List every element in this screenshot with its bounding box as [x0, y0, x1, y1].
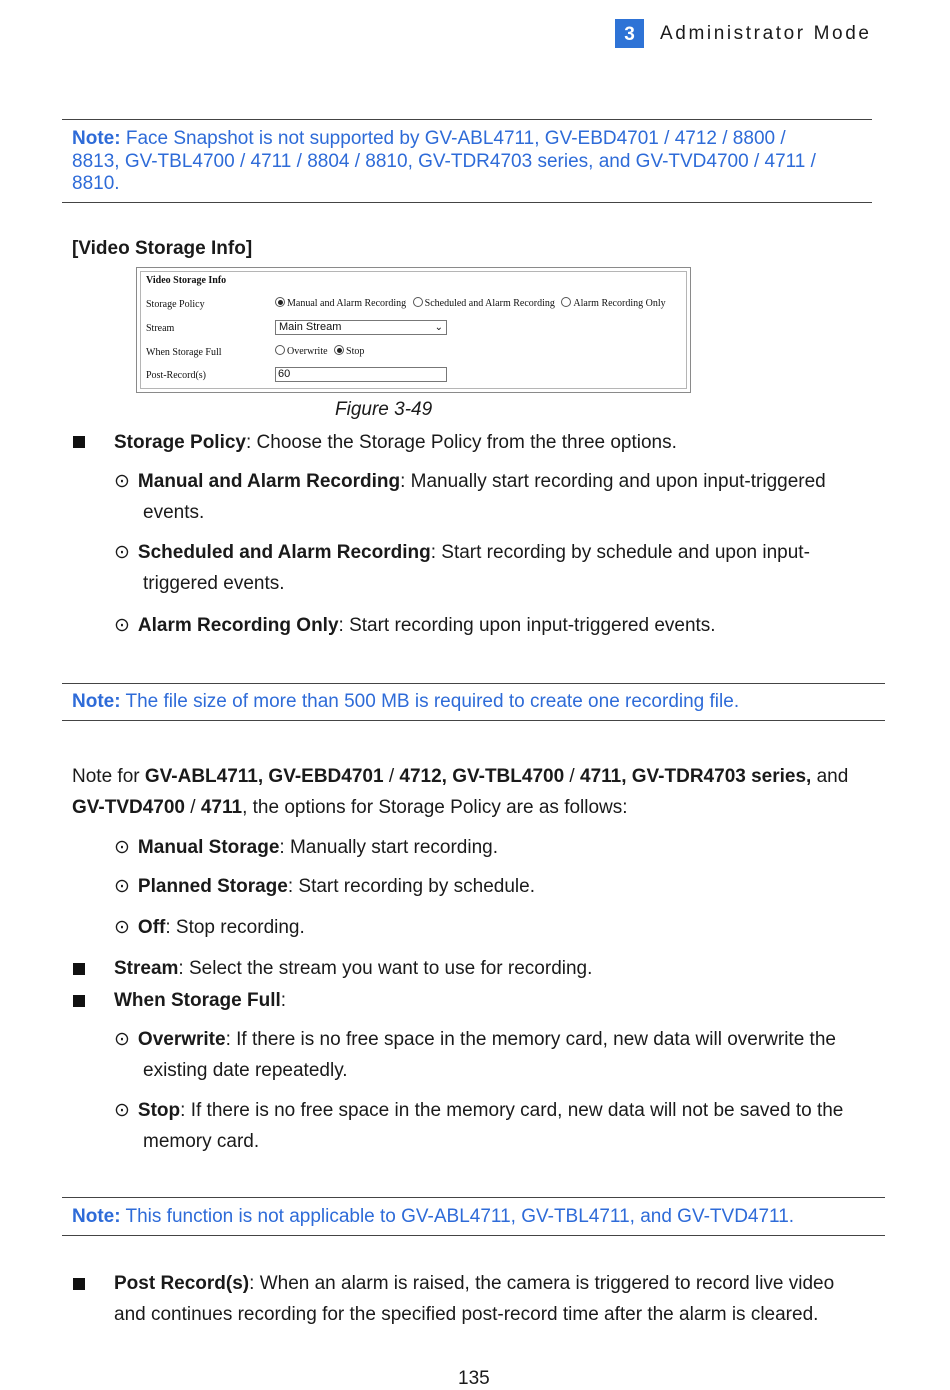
stream-select[interactable]: Main Stream ⌄ — [275, 320, 447, 335]
square-bullet-icon — [73, 995, 85, 1007]
square-bullet-icon — [73, 963, 85, 975]
radio-unselected-icon — [413, 297, 423, 307]
note-text-line2: 8813, GV-TBL4700 / 4711 / 8804 / 8810, GV-TDR4703 series, and GV-TVD4700 / 4711 / — [72, 150, 816, 172]
chevron-down-icon: ⌄ — [434, 322, 443, 333]
storage-policy-item: Storage Policy: Choose the Storage Policy from the three options. — [114, 432, 677, 453]
figure-panel-title: Video Storage Info — [146, 275, 227, 286]
chapter-number-badge: 3 — [615, 19, 644, 48]
stream-item: Stream: Select the stream you want to use for recording. — [114, 958, 593, 979]
when-full-options — [275, 345, 364, 357]
storage-option-alarm-only: ⊙ Alarm Recording Only: Start recording upon input-triggered events. — [114, 615, 716, 636]
option-overwrite: ⊙ Overwrite: If there is no free space in the memory card, new data will overwrite the existing date repeatedly. — [114, 1029, 836, 1081]
section-heading: [Video Storage Info] — [72, 238, 253, 259]
circle-bullet-icon: ⊙ — [114, 837, 130, 858]
note-face-snapshot — [62, 119, 872, 203]
radio-manual-alarm[interactable]: Manual and Alarm Recording — [275, 298, 406, 309]
square-bullet-icon — [73, 436, 85, 448]
option-stop: ⊙ Stop: If there is no free space in the memory card, new data will not be saved to the memory card. — [114, 1100, 844, 1152]
storage-policy-label: Storage Policy — [146, 299, 205, 310]
post-record-item: Post Record(s): When an alarm is raised, the camera is triggered to record live video and continues recording for the specified post-record time after the alarm is cleared. — [114, 1273, 835, 1325]
circle-bullet-icon: ⊙ — [114, 471, 130, 492]
stream-label: Stream — [146, 323, 175, 334]
circle-bullet-icon: ⊙ — [114, 1100, 130, 1121]
radio-stop[interactable]: Stop — [334, 346, 364, 357]
storage-option-scheduled-alarm: ⊙ Scheduled and Alarm Recording: Start recording by schedule and upon input- triggered events. — [114, 542, 810, 594]
when-storage-full-label: When Storage Full — [146, 347, 222, 358]
radio-alarm-only[interactable]: Alarm Recording Only — [561, 298, 665, 309]
page-number: 135 — [458, 1368, 490, 1389]
figure-caption: Figure 3-49 — [335, 399, 433, 420]
chapter-title: Administrator Mode — [660, 23, 872, 44]
circle-bullet-icon: ⊙ — [114, 917, 130, 938]
note-text-line1: Face Snapshot is not supported by GV-ABL4711, GV-EBD4701 / 4712 / 8800 / — [120, 128, 786, 149]
note-text-line3: 8810. — [72, 173, 120, 194]
option-planned-storage: ⊙ Planned Storage: Start recording by schedule. — [114, 876, 535, 897]
storage-option-manual-alarm: ⊙ Manual and Alarm Recording: Manually start recording and upon input-triggered events. — [114, 471, 826, 523]
circle-bullet-icon: ⊙ — [114, 542, 130, 563]
when-storage-full-item: When Storage Full: — [114, 990, 287, 1011]
radio-selected-icon — [275, 297, 285, 307]
radio-unselected-icon — [561, 297, 571, 307]
radio-selected-icon — [334, 345, 344, 355]
post-record-label: Post-Record(s) — [146, 370, 206, 381]
radio-scheduled-alarm[interactable]: Scheduled and Alarm Recording — [413, 298, 555, 309]
post-record-input[interactable]: 60 — [275, 367, 447, 382]
models-note-paragraph: Note for GV-ABL4711, GV-EBD4701 / 4712, GV-TBL4700 / 4711, GV-TDR4703 series, and GV-TVD4700 / 4711, the options for Storage Policy are as follows: — [72, 766, 849, 818]
storage-policy-options — [275, 297, 666, 309]
option-off: ⊙ Off: Stop recording. — [114, 917, 305, 938]
circle-bullet-icon: ⊙ — [114, 1029, 130, 1050]
radio-overwrite[interactable]: Overwrite — [275, 346, 328, 357]
note-file-size: Note: The file size of more than 500 MB is required to create one recording file. — [62, 683, 885, 721]
radio-unselected-icon — [275, 345, 285, 355]
figure-panel — [140, 271, 687, 389]
circle-bullet-icon: ⊙ — [114, 876, 130, 897]
note-label: Note: — [72, 128, 121, 149]
video-storage-info-figure — [136, 267, 691, 393]
square-bullet-icon — [73, 1278, 85, 1290]
option-manual-storage: ⊙ Manual Storage: Manually start recording. — [114, 837, 498, 858]
note-not-applicable: Note: This function is not applicable to GV-ABL4711, GV-TBL4711, and GV-TVD4711. — [62, 1197, 885, 1236]
circle-bullet-icon: ⊙ — [114, 615, 130, 636]
